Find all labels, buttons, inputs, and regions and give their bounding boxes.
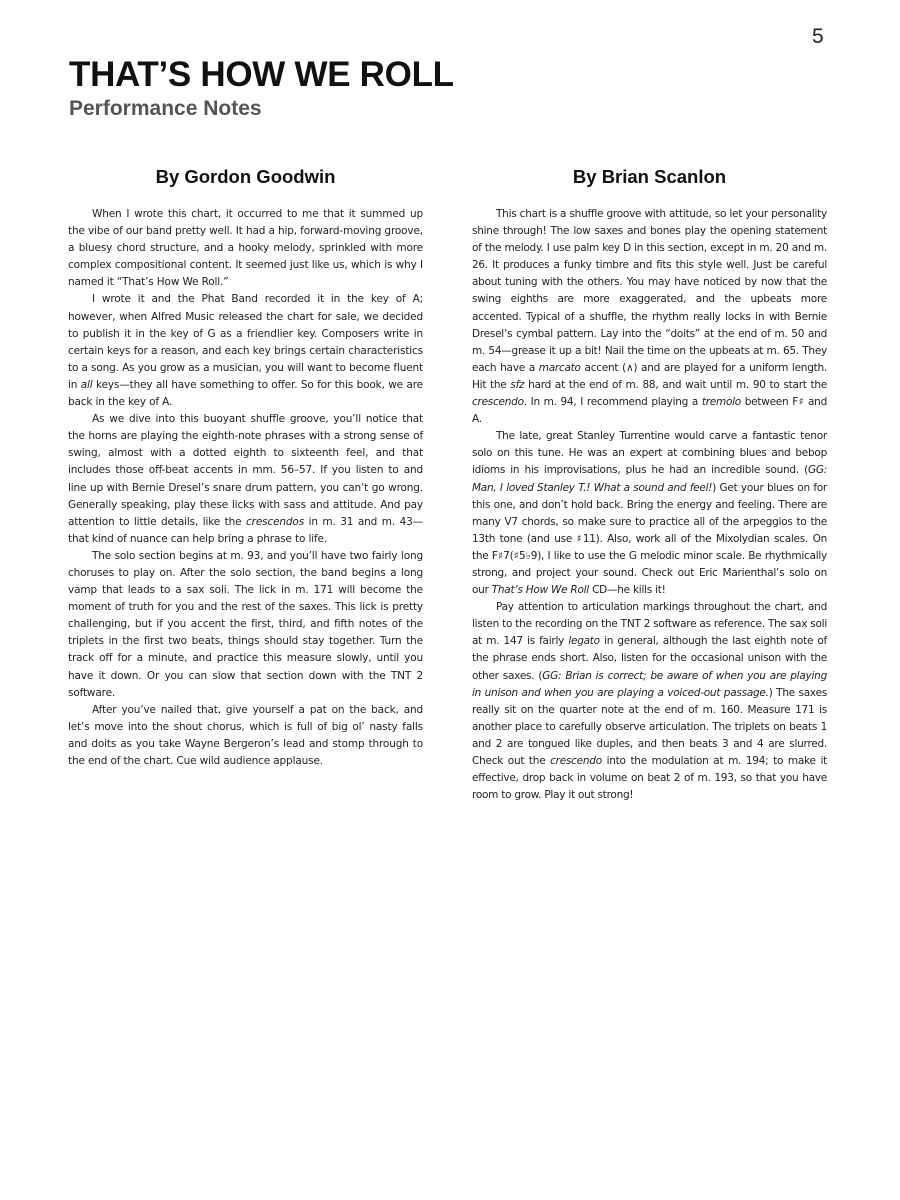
italic-text: That’s How We Roll xyxy=(491,584,589,597)
page-number: 5 xyxy=(812,25,824,48)
right-column xyxy=(472,166,827,804)
page-subtitle: Performance Notes xyxy=(69,97,262,120)
body-text: accent (∧) and are played for a uniform length. Hit the xyxy=(472,361,827,391)
left-body xyxy=(68,206,423,770)
italic-text: marcato xyxy=(538,361,581,374)
body-text: hard at the end of m. 88, and wait until m. 90 to start the xyxy=(524,378,827,391)
body-paragraph xyxy=(472,428,827,599)
body-text: After you’ve nailed that, give yourself a pat on the back, and let’s move into the shout chorus, which is full of big ol’ nasty falls and doits as you take Wayne Bergeron’s lead and stomp through to the end of the chart. Cue wild audience applause. xyxy=(68,703,423,767)
italic-text: crescendo xyxy=(550,755,602,767)
body-paragraph xyxy=(472,599,827,804)
body-text: . In m. 94, I recommend playing a xyxy=(523,396,702,409)
body-paragraph xyxy=(68,291,423,411)
italic-text: GG: Man, I loved Stanley T.! What a sound and feel! xyxy=(472,464,827,494)
italic-text: all xyxy=(80,378,93,391)
italic-text: legato xyxy=(568,635,600,648)
italic-text: crescendos xyxy=(246,515,305,528)
body-text: This chart is a shuffle groove with attitude, so let your personality shine through! The low saxes and bones play the opening statement of the melody. I use palm key D in this section, except in m. 20 and m. 26. It produces a funky timbre and fits this style well. Just be careful about tuning with the others. You may have noticed by now that the swing eighths are more exaggerated, and the upbeats more accented. Typical of a shuffle, the rhythm really locks in with Bernie Dresel’s cymbal pattern. Lay into the “doits” at the end of m. 50 and m. 54—grease it up a bit! Nail the time on the upbeats at m. 65. They each have a xyxy=(472,208,827,374)
body-text: CD—he kills it! xyxy=(588,584,666,597)
page-title: THAT’S HOW WE ROLL xyxy=(69,55,454,94)
body-text: ) The saxes really sit on the quarter note at the end of m. 160. Measure 171 is another place to carefully observe articulation. The triplets on beats 1 and 2 are tongued like duples, and then beats 3 and 4 are slurred. Check out the xyxy=(472,686,827,767)
italic-text: tremolo xyxy=(701,396,741,409)
body-paragraph xyxy=(472,206,827,428)
right-byline: By Brian Scanlon xyxy=(572,166,727,187)
body-text: When I wrote this chart, it occurred to me that it summed up the vibe of our band pretty well. It had a hip, forward-moving groove, a bluesy chord structure, and a hooky melody, sprinkled with more complex compositional content. It seemed just like us, which is why I named it “That’s How We Roll.” xyxy=(68,208,423,289)
body-paragraph xyxy=(68,206,423,291)
body-text: As we dive into this buoyant shuffle groove, you’ll notice that the horns are playing the eighth-note phrases with a strong sense of swing, almost with a dotted eighth to sixteenth feel, and that includes those off-beat accents in mm. 56–57. If you listen to and line up with Bernie Dresel’s snare drum pattern, you can’t go wrong. Generally speaking, play these licks with sass and attitude. And pay attention to little details, like the xyxy=(68,413,423,528)
body-text: The late, great Stanley Turrentine would carve a fantastic tenor solo on this tune. He was an expert at combining blues and bebop idioms in his improvisations, plus he had an incredible sound. ( xyxy=(472,430,827,477)
left-byline: By Gordon Goodwin xyxy=(155,166,336,187)
body-paragraph xyxy=(68,411,423,548)
body-text: in general, although the last eighth note of the phrase ends short. Also, listen for the occasional unison with the other saxes. ( xyxy=(472,635,827,682)
italic-text: crescendo xyxy=(472,396,524,409)
body-text: ) Get your blues on for this one, and don’t hold back. Bring the energy and feeling. There are many V7 chords, so make sure to practice all of the arpeggios to the 13th tone (and use ♯11). Also, work all of the Mixolydian scales. On the F♯7(♯5♭9), I like to use the G melodic minor scale. Be rhythmically strong, and project your sound. Check out Eric Marienthal’s solo on our xyxy=(472,481,828,597)
body-text: I wrote it and the Phat Band recorded it in the key of A; however, when Alfred Music released the chart for sale, we decided to publish it in the key of G as a friendlier key. Composers write in certain keys for a reason, and each key brings certain characteristics to a song. As you grow as a musician, you will want to become fluent in xyxy=(68,293,423,391)
body-text: into the modulation at m. 194; to make it effective, drop back in volume on beat 2 of m. 193, so that you have room to grow. Play it out strong! xyxy=(472,755,827,802)
italic-text: GG: Brian is correct; be aware of when you are playing in unison and when you are playing a voiced-out passage. xyxy=(472,669,827,699)
body-paragraph xyxy=(68,702,423,770)
italic-text: sfz xyxy=(510,378,525,391)
body-text: keys—they all have something to offer. So for this book, we are back in the key of A. xyxy=(68,378,423,409)
body-text: between F♯ and A. xyxy=(472,396,827,426)
body-text: The solo section begins at m. 93, and you’ll have two fairly long choruses to play on. After the solo section, the band begins a long vamp that leads to a sax soli. The lick in m. 171 will become the moment of truth for you and the rest of the saxes. This lick is pretty challenging, but if you accent the first, third, and fifth notes of the triplets in the first two beats, things should stay together. Turn the track off for a minute, and practice this measure slowly, until you have it down. Or you can slow that section down with the TNT 2 software. xyxy=(68,549,423,699)
left-column xyxy=(68,166,423,770)
body-text: in m. 31 and m. 43—that kind of nuance can help bring a phrase to life. xyxy=(68,515,423,545)
body-text: Pay attention to articulation markings throughout the chart, and listen to the recording on the TNT 2 software as reference. The sax soli at m. 147 is fairly xyxy=(472,601,827,648)
body-paragraph xyxy=(68,548,423,702)
right-body xyxy=(472,206,827,804)
